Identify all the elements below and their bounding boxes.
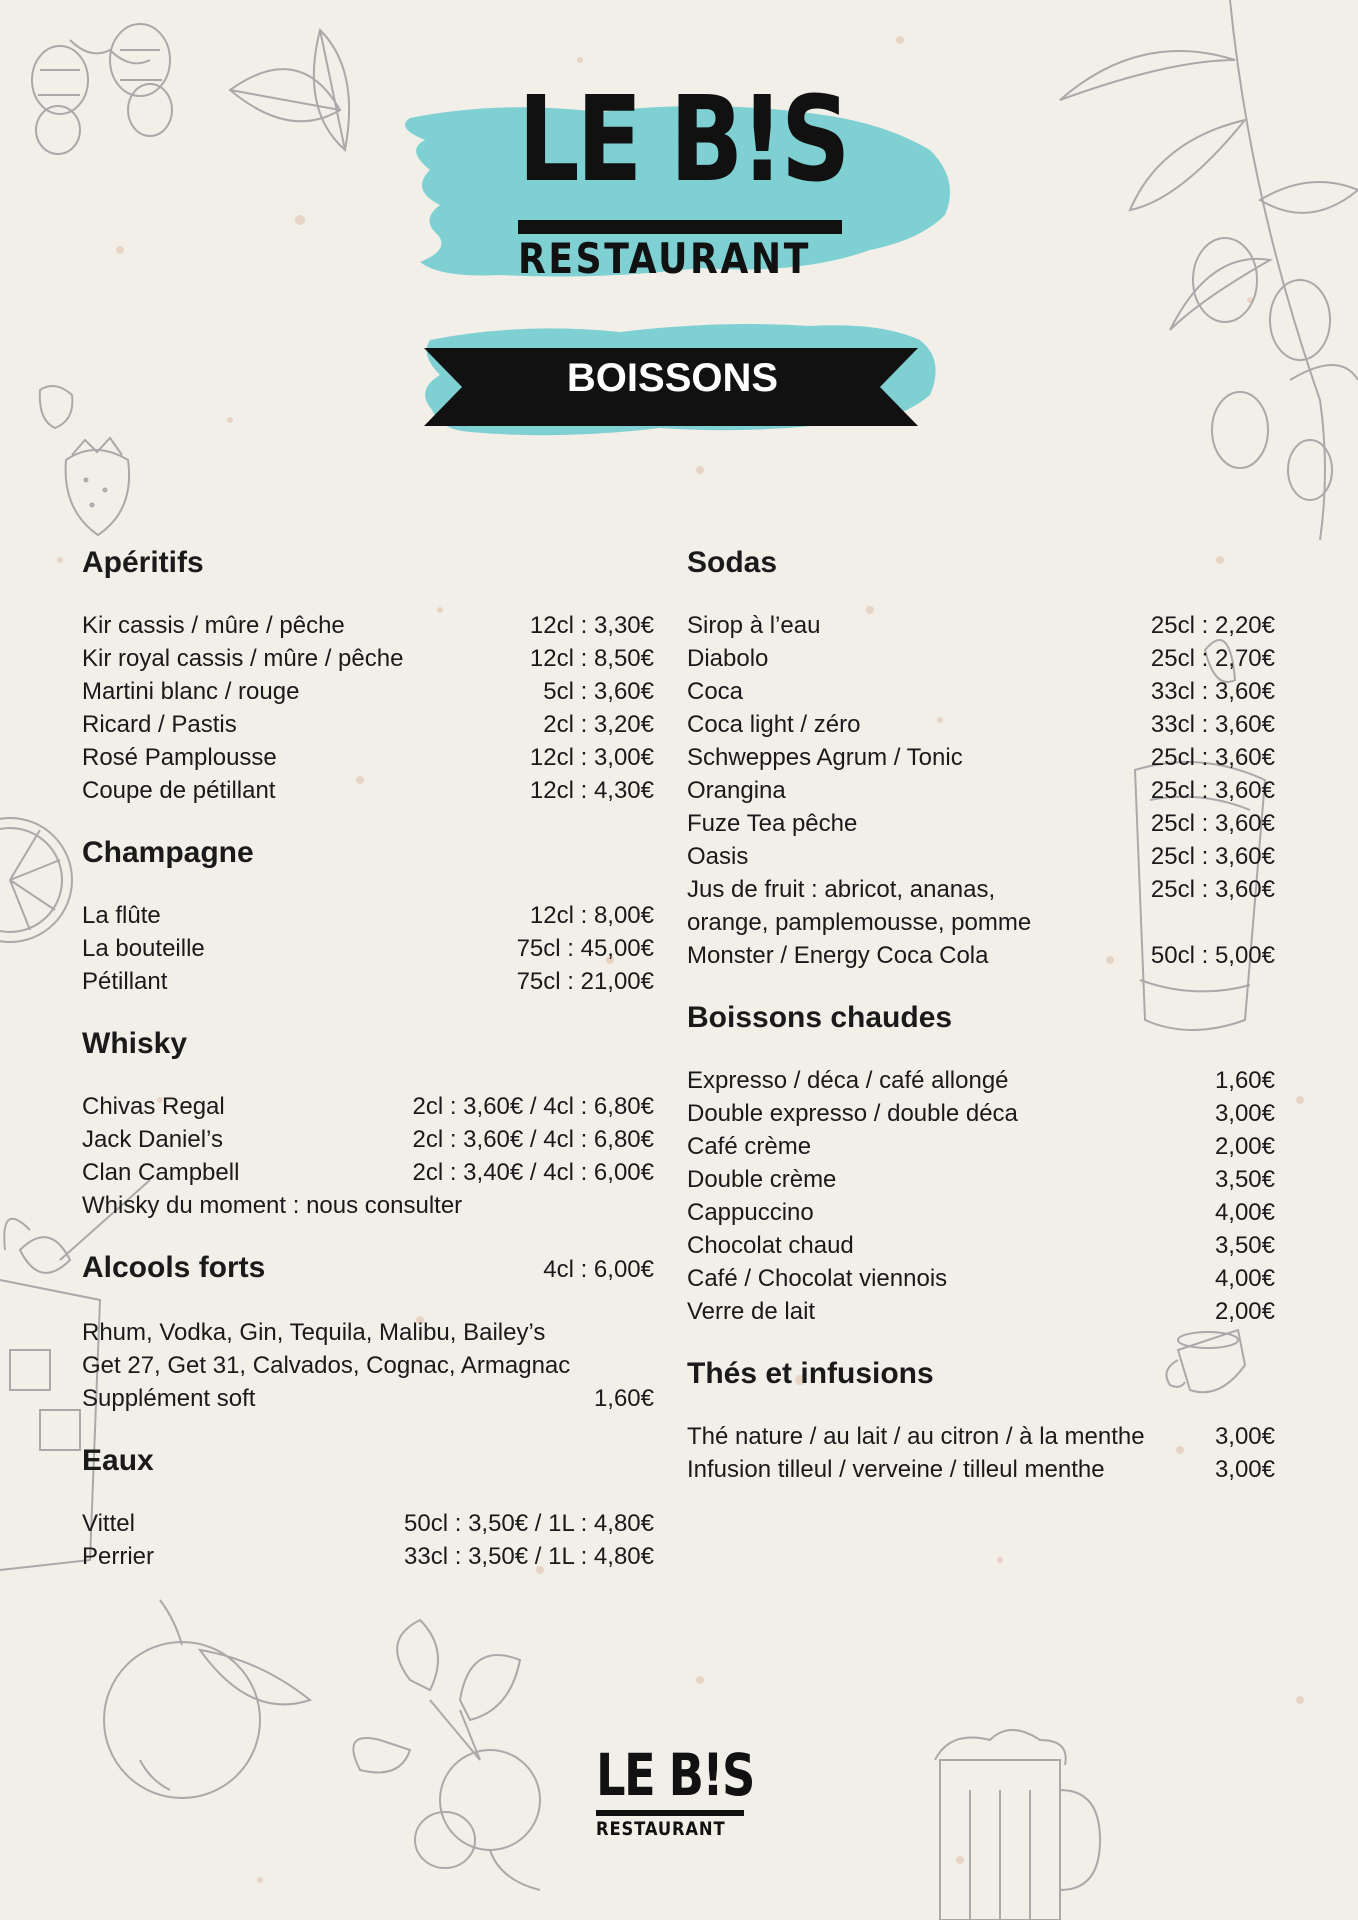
- menu-item: [687, 1196, 1275, 1229]
- item-price: 25cl : 2,20€: [1150, 612, 1275, 639]
- left-column: [82, 545, 654, 1573]
- item-price: 12cl : 8,50€: [529, 645, 654, 672]
- item-price: 2,00€: [1214, 1133, 1275, 1160]
- item-name: Cappuccino: [687, 1199, 814, 1226]
- menu-item: [687, 1097, 1275, 1130]
- menu-section: [82, 1250, 654, 1415]
- menu-item: [82, 774, 654, 807]
- hops-icon: [32, 24, 172, 154]
- menu-item: [82, 932, 654, 965]
- menu-item: [82, 1090, 654, 1123]
- item-price: 4,00€: [1214, 1199, 1275, 1226]
- beetroot-icon: [353, 1620, 540, 1890]
- item-price: 75cl : 21,00€: [516, 968, 654, 995]
- section-title-text: Alcools forts: [82, 1251, 266, 1284]
- menu-item: [82, 708, 654, 741]
- item-name: Thé nature / au lait / au citron / à la menthe: [687, 1423, 1145, 1450]
- beer-mug-icon: [935, 1730, 1100, 1920]
- item-name: Orangina: [687, 777, 786, 804]
- section-price: 4cl : 6,00€: [543, 1256, 654, 1283]
- menu-item: [82, 1349, 654, 1382]
- menu-item: [687, 1229, 1275, 1262]
- item-name: Schweppes Agrum / Tonic: [687, 744, 963, 771]
- menu-item: [82, 642, 654, 675]
- leaf-icon: [230, 30, 349, 150]
- item-name: Martini blanc / rouge: [82, 678, 300, 705]
- item-price: 4,00€: [1214, 1265, 1275, 1292]
- item-name: Vittel: [82, 1510, 135, 1537]
- menu-item: [687, 873, 1275, 939]
- section-title-text: Whisky: [82, 1027, 188, 1060]
- item-price: 2,00€: [1214, 1298, 1275, 1325]
- menu-item: [82, 741, 654, 774]
- section-spacer: [82, 998, 654, 1026]
- item-price: 3,00€: [1214, 1100, 1275, 1127]
- item-price: 2cl : 3,20€: [543, 711, 654, 738]
- strawberry-icon: [40, 386, 129, 535]
- item-price: 2cl : 3,60€ / 4cl : 6,80€: [412, 1126, 654, 1153]
- item-price: 25cl : 3,60€: [1150, 843, 1275, 870]
- section-title: [82, 835, 654, 871]
- section-spacer: [82, 1222, 654, 1250]
- menu-item: [82, 899, 654, 932]
- item-price: 50cl : 3,50€ / 1L : 4,80€: [404, 1510, 654, 1537]
- section-title: [82, 1250, 654, 1288]
- section-spacer: [82, 807, 654, 835]
- item-price: 12cl : 4,30€: [529, 777, 654, 804]
- item-name: Jus de fruit : abricot, ananas, orange, pamplemousse, pomme: [687, 876, 1032, 936]
- item-price: 3,50€: [1214, 1166, 1275, 1193]
- item-price: 25cl : 2,70€: [1150, 645, 1275, 672]
- item-name: Coca light / zéro: [687, 711, 861, 738]
- item-name: Rhum, Vodka, Gin, Tequila, Malibu, Bailey’s: [82, 1319, 546, 1346]
- footer-logo: [596, 1741, 754, 1846]
- menu-section: [687, 1000, 1275, 1328]
- item-price: 33cl : 3,60€: [1150, 711, 1275, 738]
- item-price: 1,60€: [593, 1385, 654, 1412]
- item-price: 2cl : 3,40€ / 4cl : 6,00€: [412, 1159, 654, 1186]
- item-price: 3,50€: [1214, 1232, 1275, 1259]
- item-name: Double expresso / double déca: [687, 1100, 1018, 1127]
- item-price: 25cl : 3,60€: [1150, 876, 1275, 903]
- item-price: 33cl : 3,60€: [1150, 678, 1275, 705]
- menu-item: [687, 741, 1275, 774]
- menu-item: [82, 1507, 654, 1540]
- item-price: 25cl : 3,60€: [1150, 744, 1275, 771]
- orange-icon: [104, 1600, 310, 1798]
- footer-logo-subtitle: RESTAURANT: [596, 1818, 726, 1840]
- item-name: Pétillant: [82, 968, 168, 995]
- section-title-text: Eaux: [82, 1444, 154, 1477]
- menu-section: [82, 835, 654, 998]
- item-name: Monster / Energy Coca Cola: [687, 942, 989, 969]
- section-title: [82, 1026, 654, 1062]
- section-spacer: [687, 972, 1275, 1000]
- menu-item: [687, 1130, 1275, 1163]
- right-column: [687, 545, 1275, 1486]
- item-price: 75cl : 45,00€: [516, 935, 654, 962]
- menu-item: [687, 1420, 1275, 1453]
- item-name: Supplément soft: [82, 1385, 256, 1412]
- item-name: Coca: [687, 678, 744, 705]
- menu-item: [82, 1156, 654, 1189]
- item-name: Rosé Pamplousse: [82, 744, 277, 771]
- item-price: 25cl : 3,60€: [1150, 810, 1275, 837]
- item-name: Coupe de pétillant: [82, 777, 276, 804]
- orange-slice-icon: [0, 818, 72, 942]
- menu-item: [687, 840, 1275, 873]
- menu-item: [687, 675, 1275, 708]
- logo-subtitle: RESTAURANT: [518, 234, 811, 283]
- section-spacer: [82, 1415, 654, 1443]
- footer-logo-title: LE B!S: [596, 1741, 754, 1809]
- page-title: BOISSONS: [566, 356, 779, 400]
- item-name: Jack Daniel’s: [82, 1126, 223, 1153]
- menu-section: [82, 1026, 654, 1222]
- section-spacer: [687, 1328, 1275, 1356]
- section-title: [687, 1356, 1275, 1392]
- menu-item: [82, 1540, 654, 1573]
- section-title-text: Thés et infusions: [687, 1357, 934, 1390]
- item-price: 33cl : 3,50€ / 1L : 4,80€: [404, 1543, 654, 1570]
- menu-item: [82, 1382, 654, 1415]
- menu-item: [687, 1453, 1275, 1486]
- menu-item: [687, 807, 1275, 840]
- item-name: Kir cassis / mûre / pêche: [82, 612, 345, 639]
- section-title: [82, 1443, 654, 1479]
- menu-item: [687, 774, 1275, 807]
- item-name: Sirop à l’eau: [687, 612, 821, 639]
- item-name: Fuze Tea pêche: [687, 810, 858, 837]
- menu-item: [687, 1262, 1275, 1295]
- item-name: Perrier: [82, 1543, 155, 1570]
- item-name: Infusion tilleul / verveine / tilleul menthe: [687, 1456, 1105, 1483]
- menu-item: [82, 1123, 654, 1156]
- item-price: 12cl : 3,30€: [529, 612, 654, 639]
- item-price: 12cl : 3,00€: [529, 744, 654, 771]
- item-price: 3,00€: [1214, 1456, 1275, 1483]
- item-name: Oasis: [687, 843, 749, 870]
- menu-section: [687, 545, 1275, 972]
- menu-item: [687, 1295, 1275, 1328]
- section-title: [82, 545, 654, 581]
- item-name: Clan Campbell: [82, 1159, 240, 1186]
- menu-section: [687, 1356, 1275, 1486]
- item-name: Chocolat chaud: [687, 1232, 854, 1259]
- menu-item: [82, 1189, 654, 1222]
- item-name: Café / Chocolat viennois: [687, 1265, 948, 1292]
- item-name: Expresso / déca / café allongé: [687, 1067, 1009, 1094]
- menu-item: [82, 1316, 654, 1349]
- item-name: Kir royal cassis / mûre / pêche: [82, 645, 404, 672]
- main-logo: [400, 70, 960, 300]
- menu-section: [82, 545, 654, 807]
- menu-item: [687, 1163, 1275, 1196]
- item-price: 12cl : 8,00€: [529, 902, 654, 929]
- section-title-text: Sodas: [687, 546, 778, 579]
- section-title: [687, 545, 1275, 581]
- logo-title: LE B!S: [518, 70, 848, 208]
- item-price: 25cl : 3,60€: [1150, 777, 1275, 804]
- logo-divider: [518, 220, 842, 234]
- item-name: Double crème: [687, 1166, 837, 1193]
- item-price: 50cl : 5,00€: [1150, 942, 1275, 969]
- item-name: Whisky du moment : nous consulter: [82, 1192, 463, 1219]
- menu-section: [82, 1443, 654, 1573]
- item-name: Get 27, Get 31, Calvados, Cognac, Armagnac: [82, 1352, 571, 1379]
- item-name: Café crème: [687, 1133, 812, 1160]
- item-name: Verre de lait: [687, 1298, 816, 1325]
- section-title-text: Boissons chaudes: [687, 1001, 953, 1034]
- menu-item: [687, 708, 1275, 741]
- item-name: Diabolo: [687, 645, 769, 672]
- menu-item: [687, 1064, 1275, 1097]
- section-title-text: Apéritifs: [82, 546, 204, 579]
- olive-branch-icon: [1060, 0, 1358, 540]
- footer-logo-divider: [596, 1810, 744, 1816]
- item-price: 1,60€: [1214, 1067, 1275, 1094]
- item-name: Chivas Regal: [82, 1093, 225, 1120]
- menu-item: [687, 642, 1275, 675]
- item-name: La flûte: [82, 902, 161, 929]
- menu-item: [687, 939, 1275, 972]
- section-title: [687, 1000, 1275, 1036]
- item-name: La bouteille: [82, 935, 205, 962]
- menu-item: [687, 609, 1275, 642]
- menu-item: [82, 609, 654, 642]
- menu-item: [82, 675, 654, 708]
- item-price: 2cl : 3,60€ / 4cl : 6,80€: [412, 1093, 654, 1120]
- menu-item: [82, 965, 654, 998]
- item-price: 5cl : 3,60€: [543, 678, 654, 705]
- item-price: 3,00€: [1214, 1423, 1275, 1450]
- section-title-text: Champagne: [82, 836, 254, 869]
- item-name: Ricard / Pastis: [82, 711, 237, 738]
